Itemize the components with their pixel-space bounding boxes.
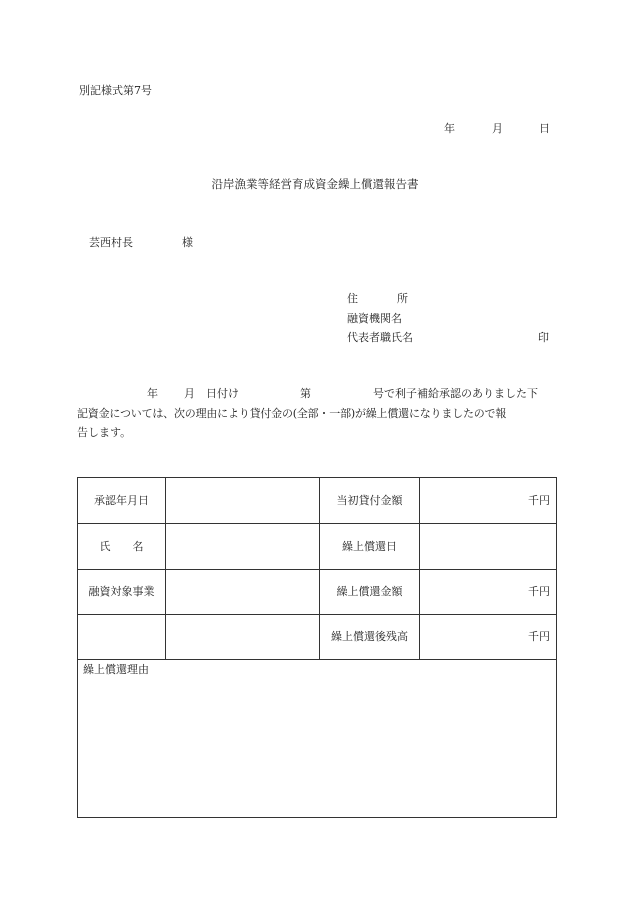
remaining-balance-unit[interactable]: 千円 xyxy=(420,615,557,660)
approval-date-label: 承認年月日 xyxy=(78,478,166,524)
name-value[interactable] xyxy=(166,524,320,570)
date-day-label: 日 xyxy=(539,122,550,135)
sender-address-label-2: 所 xyxy=(397,292,408,305)
repayment-amount-label: 繰上償還金額 xyxy=(320,570,420,615)
date-year-label: 年 xyxy=(444,122,455,135)
approval-date-value[interactable] xyxy=(166,478,320,524)
repayment-reason-label: 繰上償還理由 xyxy=(83,663,149,676)
document-title: 沿岸漁業等経営育成資金繰上償還報告書 xyxy=(211,177,419,191)
initial-amount-label: 当初貸付金額 xyxy=(320,478,420,524)
sender-representative-label: 代表者職氏名 xyxy=(347,331,413,344)
sender-address-label-1: 住 xyxy=(347,292,358,305)
remaining-balance-label: 繰上償還後残高 xyxy=(320,615,420,660)
loan-business-label: 融資対象事業 xyxy=(78,570,166,615)
addressee-name: 芸西村長 xyxy=(89,236,133,249)
repayment-reason-box[interactable] xyxy=(78,660,557,818)
body-number-prefix: 第 xyxy=(300,387,311,400)
sender-institution-label: 融資機関名 xyxy=(347,312,402,325)
repayment-date-label: 繰上償還日 xyxy=(320,524,420,570)
body-line2: 記資金については、次の理由により貸付金の(全部・一部)が繰上償還になりましたので報 xyxy=(77,407,507,420)
report-table xyxy=(77,477,557,818)
body-dated: 日付け xyxy=(206,387,239,400)
name-label: 氏 名 xyxy=(78,524,166,570)
body-line1-text: 号で利子補給承認のありました下 xyxy=(373,387,538,400)
body-month: 月 xyxy=(184,387,195,400)
addressee-honorific: 様 xyxy=(182,236,193,249)
form-number: 別記様式第7号 xyxy=(79,84,152,97)
date-month-label: 月 xyxy=(492,122,503,135)
seal-mark: 印 xyxy=(538,331,549,344)
empty-label-cell xyxy=(78,615,166,660)
body-line3: 告します。 xyxy=(77,426,132,439)
loan-business-value[interactable] xyxy=(166,570,320,615)
repayment-date-value[interactable] xyxy=(420,524,557,570)
body-year: 年 xyxy=(147,387,158,400)
repayment-amount-unit[interactable]: 千円 xyxy=(420,570,557,615)
initial-amount-unit[interactable]: 千円 xyxy=(420,478,557,524)
empty-value-cell[interactable] xyxy=(166,615,320,660)
